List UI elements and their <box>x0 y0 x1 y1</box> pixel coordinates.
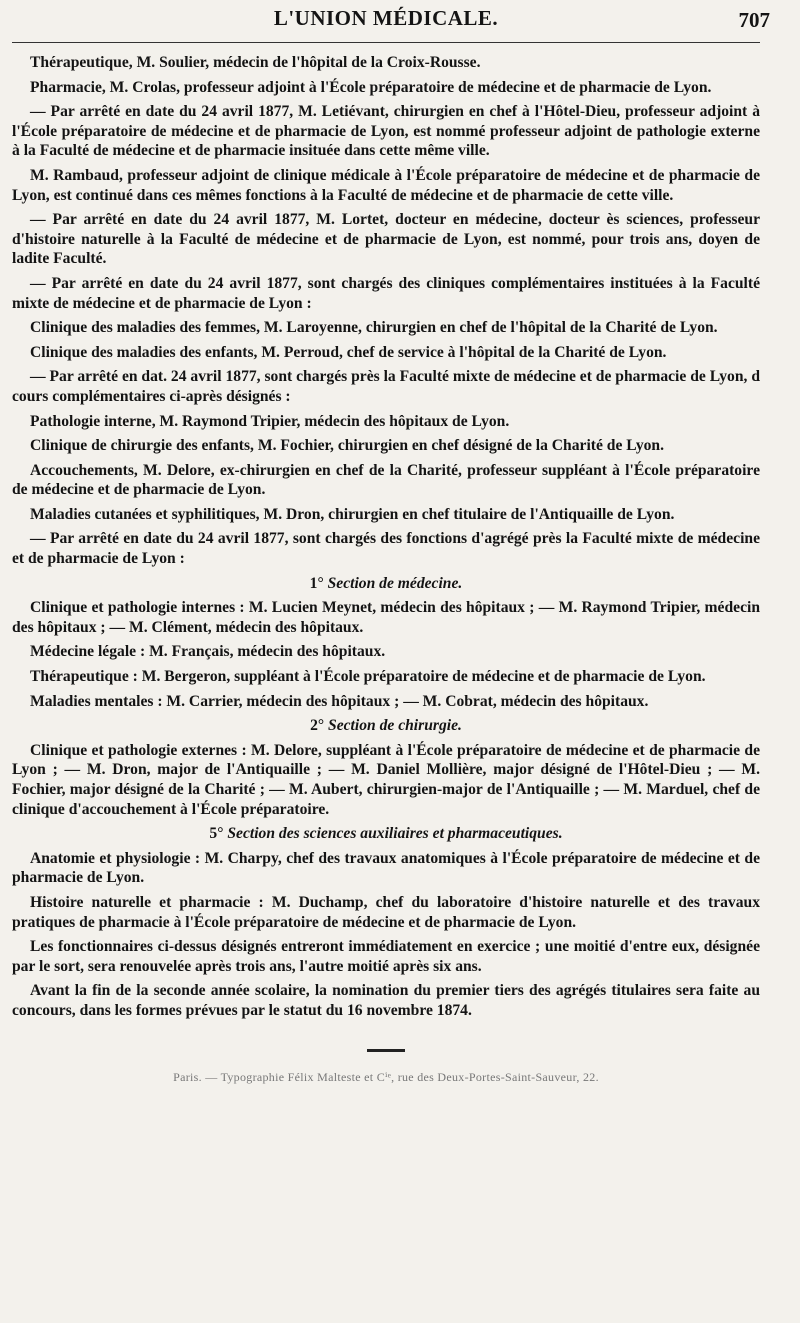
page-header <box>12 0 770 43</box>
section-number: 2° <box>310 717 325 735</box>
running-title: L'UNION MÉDICALE. <box>273 6 499 30</box>
paragraph: Les fonctionnaires ci-dessus désignés entreront immédiatement en exercice ; une moitié d'entre eux, désignée par le sort, sera renouvelée après trois ans, l'autre moitié après six ans. <box>12 938 760 975</box>
paragraph: Clinique de chirurgie des enfants, M. Fochier, chirurgien en chef désigné de la Charité de Lyon. <box>30 437 664 455</box>
printer-imprint: Paris. — Typographie Félix Malteste et Cⁱᵉ, rue des Deux-Portes-Saint-Sauveur, 22. <box>173 1069 599 1084</box>
paragraph: Avant la fin de la seconde année scolaire, la nomination du premier tiers des agrégés titulaires sera faite au concours, dans les formes prévues par le statut du 16 novembre 1874. <box>12 982 760 1019</box>
paragraph: Clinique des maladies des enfants, M. Perroud, chef de service à l'hôpital de la Charité de Lyon. <box>30 343 667 361</box>
paragraph: Maladies mentales : M. Carrier, médecin des hôpitaux ; — M. Cobrat, médecin des hôpitaux. <box>30 692 649 710</box>
paragraph: Maladies cutanées et syphilitiques, M. Dron, chirurgien en chef titulaire de l'Antiquaille de Lyon. <box>30 505 675 523</box>
paragraph: Thérapeutique, M. Soulier, médecin de l'hôpital de la Croix-Rousse. <box>30 54 481 71</box>
section-number: 1° <box>309 574 324 592</box>
section-number: 5° <box>209 825 224 843</box>
section-label: Section de médecine. <box>327 574 463 592</box>
paragraph: Clinique et pathologie externes : M. Delore, suppléant à l'École préparatoire de médecine et de pharmacie de Lyon ; — M. Dron, major de l'Antiquaille ; — M. Daniel Mollière, major désigné de l'Hôtel-Dieu ; — M. Fochier, major désigné de la Charité ; — M. Aubert, chirurgien-major de l'Antiquaille ; — M. Marduel, chef de clinique d'accouchement à l'École préparatoire. <box>12 741 760 818</box>
section-label: Section des sciences auxiliaires et pharmaceutiques. <box>227 825 563 843</box>
paragraph: Thérapeutique : M. Bergeron, suppléant à l'École préparatoire de médecine et de pharmacie de Lyon. <box>30 668 706 686</box>
paragraph: Accouchements, M. Delore, ex-chirurgien en chef de la Charité, professeur suppléant à l'École préparatoire de médecine et de pharmacie de Lyon. <box>12 461 760 499</box>
paragraph: — Par arrêté en dat. 24 avril 1877, sont chargés près la Faculté mixte de médecine et de pharmacie de Lyon, d cours complémentaires ci-après désignés : <box>12 368 760 405</box>
paragraph: — Par arrêté en date du 24 avril 1877, M. Lortet, docteur en médecine, docteur ès sciences, professeur d'histoire naturelle à la Faculté de médecine et de pharmacie de Lyon, est nommé, pour trois ans, doyen de ladite Faculté. <box>12 211 760 268</box>
paragraph: Histoire naturelle et pharmacie : M. Duchamp, chef du laboratoire d'histoire naturelle et des travaux pratiques de pharmacie à l'École préparatoire de médecine et de pharmacie de Lyon. <box>12 893 760 931</box>
paragraph: — Par arrêté en date du 24 avril 1877, sont chargés des fonctions d'agrégé près la Faculté mixte de médecine et de pharmacie de Lyon : <box>12 530 760 568</box>
paragraph: Pharmacie, M. Crolas, professeur adjoint à l'École préparatoire de médecine et de pharmacie de Lyon. <box>30 78 712 96</box>
paragraph: Clinique des maladies des femmes, M. Laroyenne, chirurgien en chef de l'hôpital de la Charité de Lyon. <box>30 319 718 337</box>
paragraph: Pathologie interne, M. Raymond Tripier, médecin des hôpitaux de Lyon. <box>30 412 510 430</box>
section-heading-sciences <box>12 824 760 844</box>
paragraph: Clinique et pathologie internes : M. Lucien Meynet, médecin des hôpitaux ; — M. Raymond Tripier, médecin des hôpitaux ; — M. Clément, médecin des hôpitaux. <box>12 599 760 636</box>
paragraph: M. Rambaud, professeur adjoint de clinique médicale à l'École préparatoire de médecine et de pharmacie de Lyon, est continué dans ces mêmes fonctions à la Faculté de médecine et de pharmacie de cette ville. <box>12 166 760 204</box>
article-body <box>12 53 760 1021</box>
paragraph: Anatomie et physiologie : M. Charpy, chef des travaux anatomiques à l'École préparatoire de médecine et de pharmacie de Lyon. <box>12 849 760 887</box>
paragraph: — Par arrêté en date du 24 avril 1877, M. Letiévant, chirurgien en chef à l'Hôtel-Dieu, professeur adjoint à l'École préparatoire de médecine et de pharmacie de Lyon, est nommé professeur adjoint de pathologie externe à la Faculté de médecine et de pharmacie insituée dans cette même ville. <box>12 103 760 160</box>
paragraph: — Par arrêté en date du 24 avril 1877, sont chargés des cliniques complémentaires instituées à la Faculté mixte de médecine et de pharmacie de Lyon : <box>12 274 760 312</box>
section-heading-chirurgie <box>12 716 760 736</box>
end-rule <box>367 1049 405 1052</box>
section-label: Section de chirurgie. <box>328 717 462 735</box>
page-number: 707 <box>738 8 770 32</box>
section-heading-medecine <box>12 574 760 594</box>
paragraph: Médecine légale : M. Français, médecin des hôpitaux. <box>30 643 386 661</box>
